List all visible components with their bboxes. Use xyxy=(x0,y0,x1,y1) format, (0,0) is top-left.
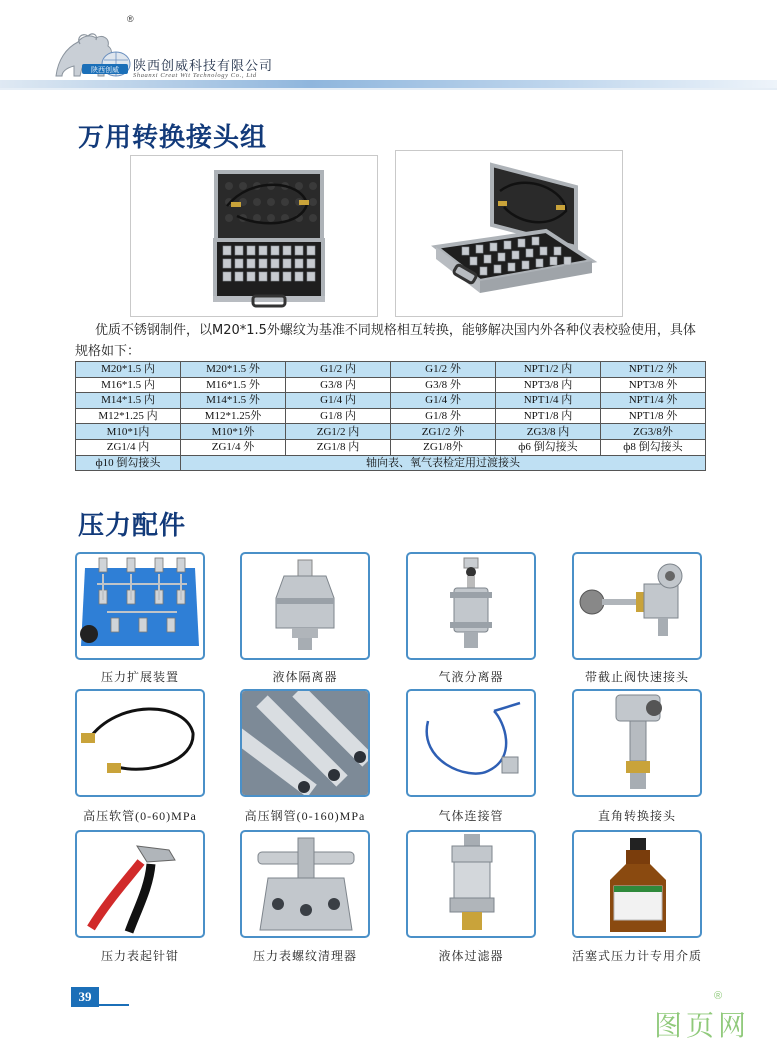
watermark: 图页网 xyxy=(654,1009,751,1042)
spec-row xyxy=(76,377,706,393)
spec-cell: ZG1/8外 xyxy=(391,439,496,455)
spec-cell: NPT3/8 外 xyxy=(601,377,706,393)
spec-cell: M20*1.5 外 xyxy=(181,362,286,378)
accessory-caption: 压力表螺纹清理器 xyxy=(252,949,357,963)
adapter-case-angled-icon xyxy=(396,151,622,316)
spec-cell: G1/8 内 xyxy=(286,408,391,424)
liquid-filter-icon xyxy=(408,832,534,936)
spec-cell: G3/8 外 xyxy=(391,377,496,393)
spec-row-last xyxy=(76,455,706,471)
company-name-cn: 陕西创威科技有限公司 xyxy=(133,59,274,74)
spec-cell: ZG1/8 内 xyxy=(286,439,391,455)
spec-cell: NPT1/2 内 xyxy=(496,362,601,378)
gas-tube-icon xyxy=(408,691,534,795)
accessory-card xyxy=(240,830,370,938)
spec-cell: M14*1.5 内 xyxy=(76,393,181,409)
hose-icon xyxy=(77,691,203,795)
pliers-icon xyxy=(77,832,203,936)
accessory-caption: 活塞式压力计专用介质 xyxy=(571,949,702,963)
spec-cell: M10*1外 xyxy=(181,424,286,440)
spec-cell: ZG3/8外 xyxy=(601,424,706,440)
spec-cell: M16*1.5 内 xyxy=(76,377,181,393)
section-title-accessories: 压力配件 xyxy=(78,511,187,541)
spec-cell: ZG1/2 外 xyxy=(391,424,496,440)
steel-pipe-icon xyxy=(242,691,368,795)
spec-cell: ZG1/4 内 xyxy=(76,439,181,455)
spec-cell: NPT1/4 外 xyxy=(601,393,706,409)
spec-cell: NPT1/2 外 xyxy=(601,362,706,378)
accessory-card xyxy=(406,689,536,797)
accessory-card xyxy=(75,689,205,797)
spec-cell: G1/8 外 xyxy=(391,408,496,424)
accessory-card xyxy=(572,552,702,660)
company-name-en: Shaanxi Creat Wit Technology Co., Ltd xyxy=(133,72,257,79)
spec-cell: M10*1内 xyxy=(76,424,181,440)
spec-cell: M16*1.5 外 xyxy=(181,377,286,393)
accessory-card xyxy=(75,552,205,660)
spec-cell: NPT1/8 内 xyxy=(496,408,601,424)
medium-bottle-icon xyxy=(574,832,700,936)
spec-cell: ф8 倒勾接头 xyxy=(601,439,706,455)
spec-cell-merged: 轴向表、氧气表检定用过渡接头 xyxy=(181,455,706,471)
spec-cell: M12*1.25 内 xyxy=(76,408,181,424)
right-angle-adapter-icon xyxy=(574,691,700,795)
spec-row xyxy=(76,439,706,455)
spec-cell: G1/4 内 xyxy=(286,393,391,409)
accessory-caption: 气液分离器 xyxy=(438,670,504,684)
accessory-card xyxy=(406,830,536,938)
accessory-card xyxy=(572,689,702,797)
spec-table-body xyxy=(76,362,706,471)
accessory-card xyxy=(406,552,536,660)
spec-cell: G1/4 外 xyxy=(391,393,496,409)
thread-cleaner-icon xyxy=(242,832,368,936)
accessory-caption: 高压软管(0-60)MPa xyxy=(83,809,197,823)
spec-cell: ZG3/8 内 xyxy=(496,424,601,440)
accessory-caption: 气体连接管 xyxy=(438,809,504,823)
page-number: 39 xyxy=(71,987,99,1007)
spec-cell: M12*1.25外 xyxy=(181,408,286,424)
watermark-registered-mark: ® xyxy=(714,990,723,1002)
gas-liquid-separator-icon xyxy=(408,554,534,658)
accessory-caption: 液体隔离器 xyxy=(272,670,338,684)
spec-cell: ф6 倒勾接头 xyxy=(496,439,601,455)
section-title-adapters: 万用转换接头组 xyxy=(78,123,268,153)
spec-row xyxy=(76,393,706,409)
spec-cell: NPT3/8 内 xyxy=(496,377,601,393)
spec-cell: ZG1/4 外 xyxy=(181,439,286,455)
intro-paragraph: 优质不锈钢制件，以M20*1.5外螺纹为基准不同规格相互转换，能够解决国内外各种仪表校验使用，具体规格如下： xyxy=(75,323,696,359)
accessory-caption: 液体过滤器 xyxy=(438,949,504,963)
adapter-case-front-icon xyxy=(131,156,377,316)
spec-row xyxy=(76,362,706,378)
spec-cell: G1/2 外 xyxy=(391,362,496,378)
header-band xyxy=(0,80,777,88)
logo-text: 陕西创威 xyxy=(91,66,119,74)
spec-table xyxy=(75,361,706,471)
spec-cell: M20*1.5 内 xyxy=(76,362,181,378)
spec-row xyxy=(76,424,706,440)
registered-mark: ® xyxy=(127,14,134,24)
pressure-expansion-device-icon xyxy=(77,554,203,658)
spec-cell: ф10 倒勾接头 xyxy=(76,455,181,471)
header-divider xyxy=(0,88,777,90)
spec-cell: G3/8 内 xyxy=(286,377,391,393)
accessory-caption: 高压钢管(0-160)MPa xyxy=(244,809,366,823)
adapter-case-photo-angled xyxy=(395,150,623,317)
accessory-caption: 带截止阀快速接头 xyxy=(584,670,689,684)
liquid-isolator-icon xyxy=(242,554,368,658)
spec-cell: M14*1.5 外 xyxy=(181,393,286,409)
spec-cell: NPT1/4 内 xyxy=(496,393,601,409)
adapter-case-photo-front xyxy=(130,155,378,317)
accessory-caption: 直角转换接头 xyxy=(597,809,676,823)
page-header xyxy=(0,0,777,90)
quick-connector-valve-icon xyxy=(574,554,700,658)
spec-cell: NPT1/8 外 xyxy=(601,408,706,424)
accessory-caption: 压力扩展装置 xyxy=(100,670,179,684)
footer-line xyxy=(99,1004,129,1006)
lion-logo-icon xyxy=(52,30,132,82)
spec-cell: ZG1/2 内 xyxy=(286,424,391,440)
spec-row xyxy=(76,408,706,424)
accessory-card xyxy=(240,689,370,797)
accessory-card xyxy=(240,552,370,660)
accessory-card xyxy=(75,830,205,938)
spec-cell: G1/2 内 xyxy=(286,362,391,378)
accessory-caption: 压力表起针钳 xyxy=(100,949,179,963)
accessory-card xyxy=(572,830,702,938)
